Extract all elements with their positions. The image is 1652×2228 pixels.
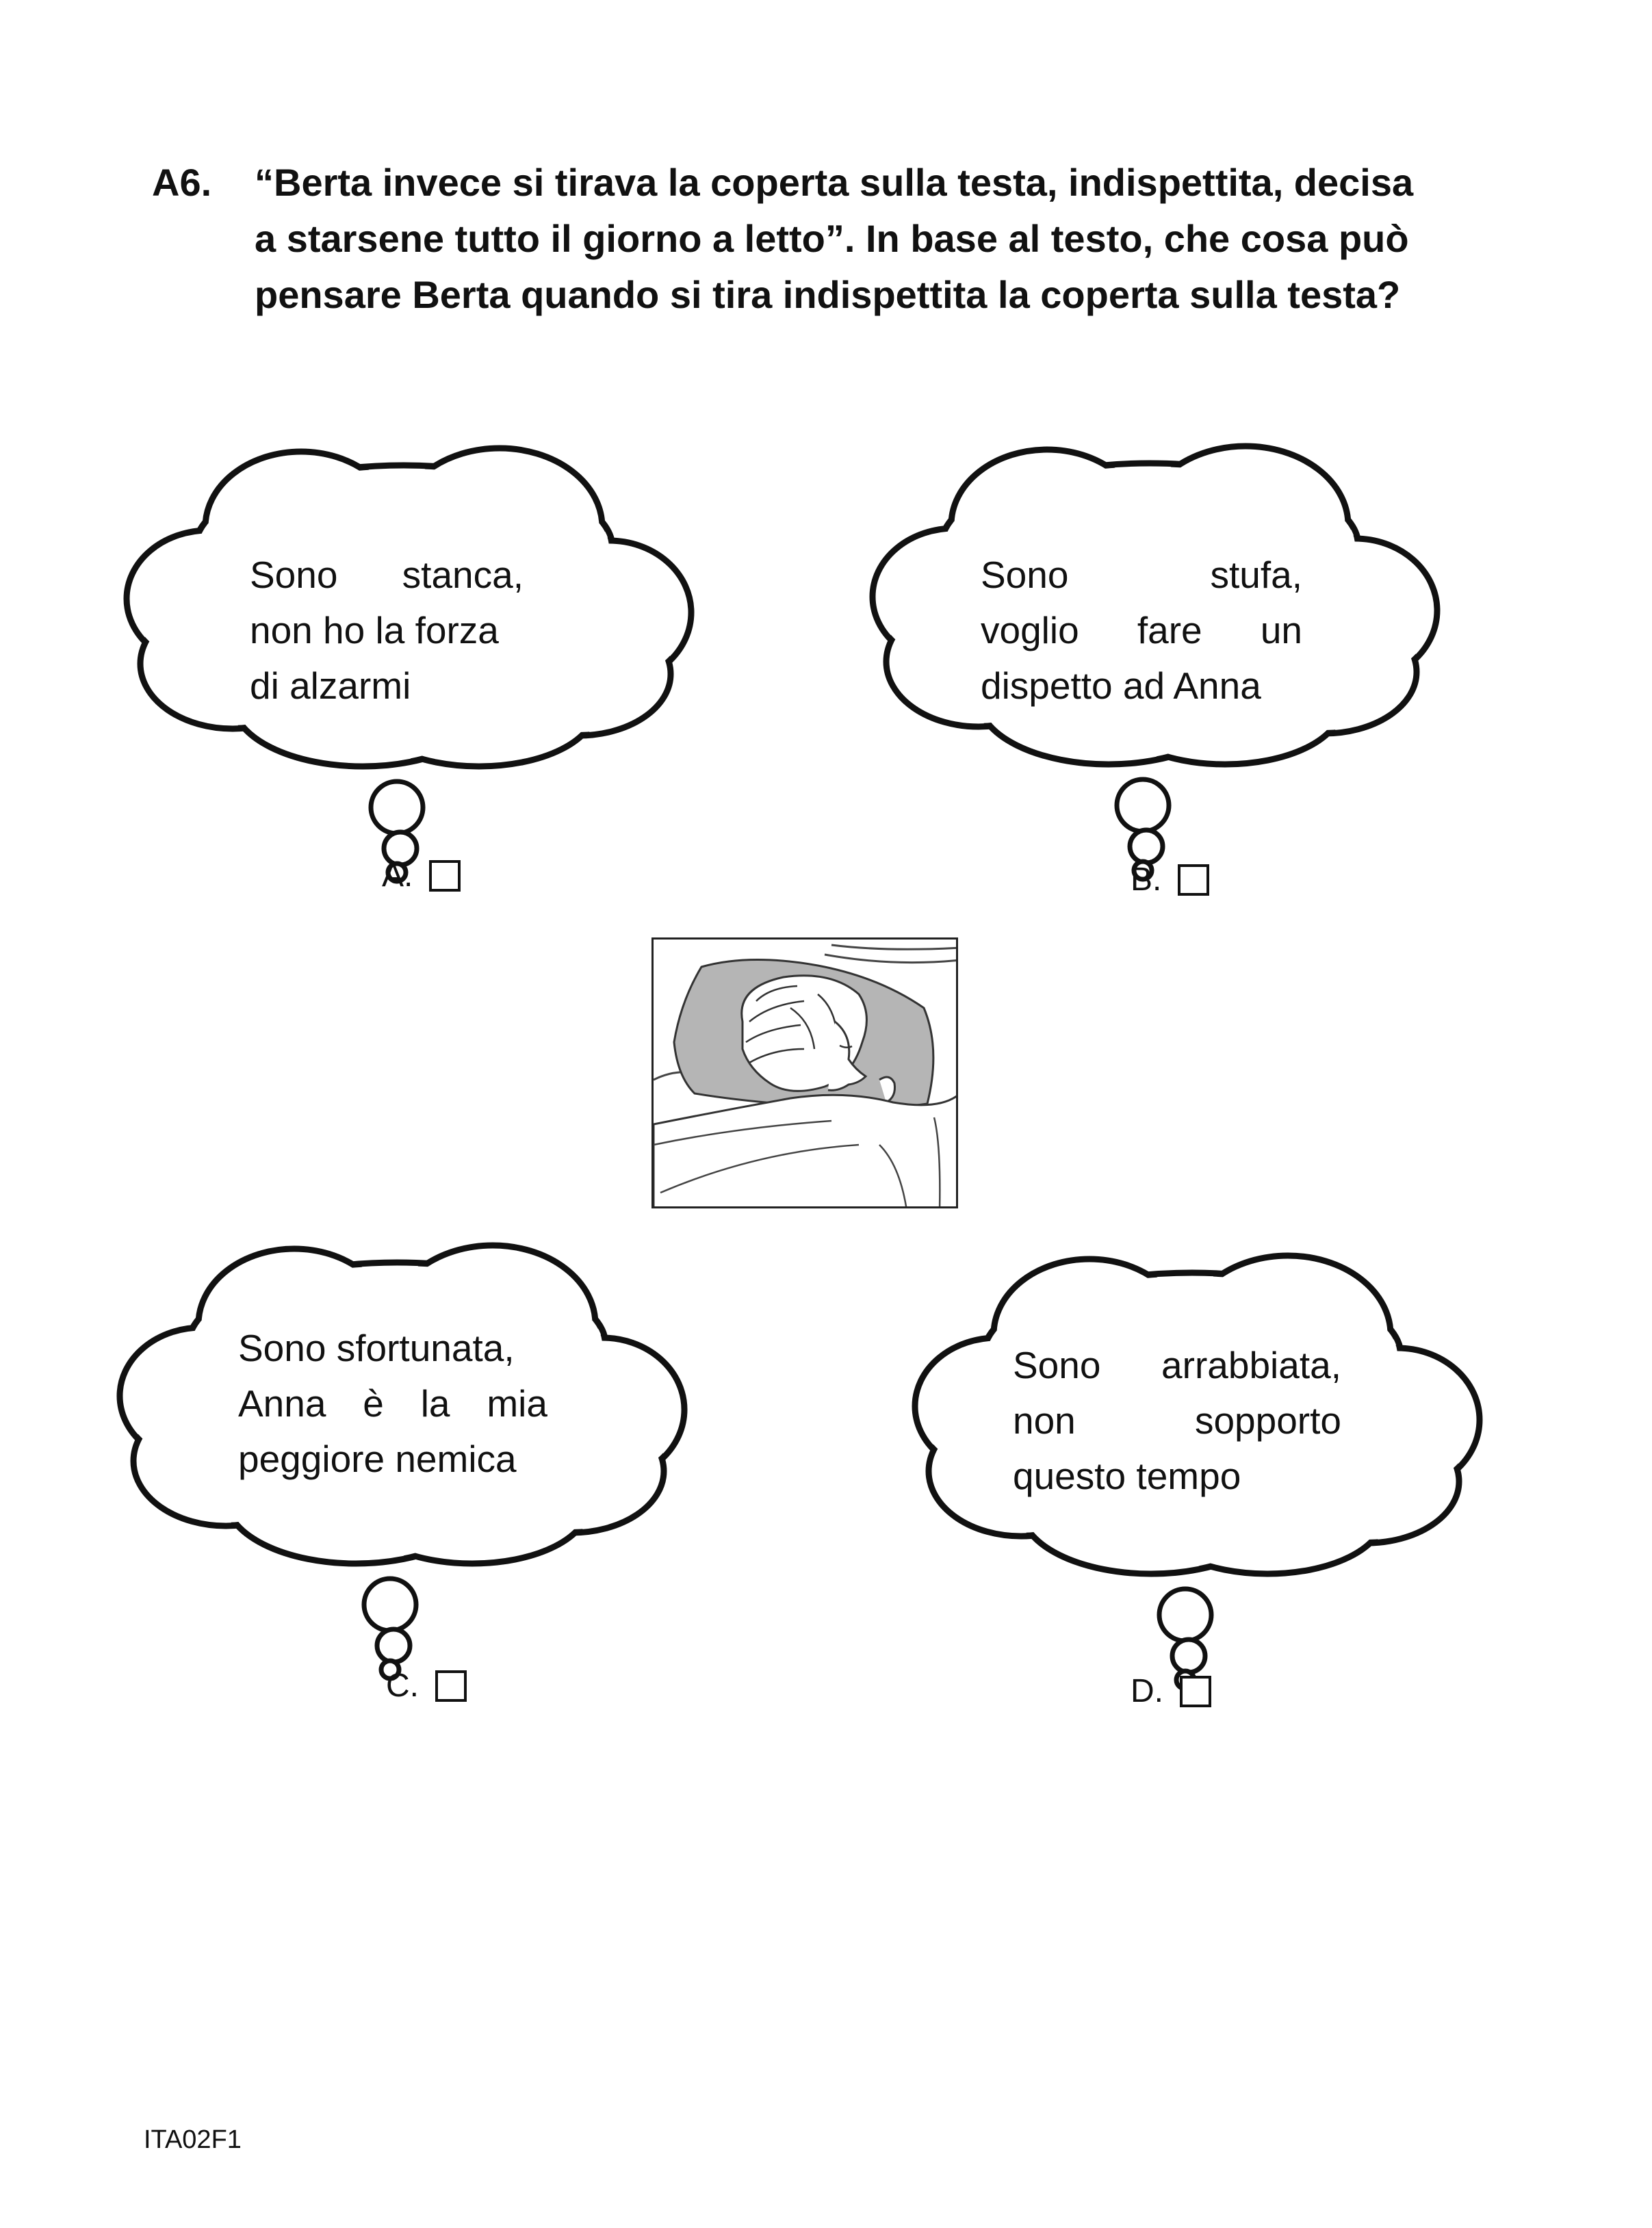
word: sopporto bbox=[1194, 1399, 1341, 1442]
word: non bbox=[1013, 1399, 1076, 1442]
word: è bbox=[363, 1382, 384, 1425]
word: Sono bbox=[250, 554, 338, 596]
option-c-line-3: peggiore nemica bbox=[238, 1438, 517, 1480]
word: mia bbox=[487, 1382, 547, 1425]
question-line-2: a starsene tutto il giorno a letto”. In base al testo, che cosa può bbox=[255, 217, 1409, 260]
word: voglio bbox=[981, 609, 1079, 651]
option-d-line-1 bbox=[1013, 1338, 1341, 1393]
option-a-line-3: di alzarmi bbox=[250, 664, 411, 707]
option-c-checkbox[interactable] bbox=[435, 1670, 467, 1702]
question-line-3: pensare Berta quando si tira indispettita la coperta sulla testa? bbox=[255, 273, 1401, 316]
option-c[interactable] bbox=[386, 1667, 467, 1705]
word: stufa, bbox=[1210, 554, 1302, 596]
word: Sono bbox=[981, 554, 1069, 596]
option-d[interactable] bbox=[1131, 1672, 1211, 1710]
option-c-line-2 bbox=[238, 1376, 547, 1432]
option-a-line-2: non ho la forza bbox=[250, 609, 499, 651]
option-c-thought bbox=[238, 1321, 547, 1487]
option-b[interactable] bbox=[1131, 861, 1209, 898]
word: un bbox=[1260, 609, 1302, 651]
word: stanca, bbox=[402, 554, 524, 596]
option-d-checkbox[interactable] bbox=[1180, 1676, 1211, 1707]
option-b-letter: B. bbox=[1131, 862, 1162, 898]
option-a-line-1 bbox=[250, 547, 524, 603]
option-b-line-3: dispetto ad Anna bbox=[981, 664, 1261, 707]
girl-sleeping-under-blanket-icon bbox=[654, 940, 958, 1208]
option-b-line-1 bbox=[981, 547, 1302, 603]
option-d-line-3: questo tempo bbox=[1013, 1455, 1241, 1497]
option-b-checkbox[interactable] bbox=[1178, 864, 1209, 896]
option-b-thought bbox=[981, 547, 1302, 714]
word: la bbox=[420, 1382, 450, 1425]
illustration-frame bbox=[651, 937, 958, 1208]
word: Anna bbox=[238, 1382, 326, 1425]
option-c-letter: C. bbox=[386, 1668, 419, 1704]
word: arrabbiata, bbox=[1161, 1344, 1341, 1386]
question-number: A6. bbox=[152, 161, 212, 204]
option-a-checkbox[interactable] bbox=[429, 860, 461, 892]
word: fare bbox=[1137, 609, 1202, 651]
option-c-line-1: Sono sfortunata, bbox=[238, 1327, 515, 1369]
option-d-thought bbox=[1013, 1338, 1341, 1504]
option-a-letter: A. bbox=[382, 857, 413, 894]
page-code: ITA02F1 bbox=[144, 2125, 242, 2154]
option-b-line-2 bbox=[981, 603, 1302, 658]
option-d-line-2 bbox=[1013, 1393, 1341, 1449]
option-a[interactable] bbox=[382, 857, 461, 894]
word: Sono bbox=[1013, 1344, 1101, 1386]
question-line-1: “Berta invece si tirava la coperta sulla testa, indispettita, decisa bbox=[255, 161, 1414, 204]
option-d-letter: D. bbox=[1131, 1673, 1163, 1709]
option-a-thought bbox=[250, 547, 524, 714]
